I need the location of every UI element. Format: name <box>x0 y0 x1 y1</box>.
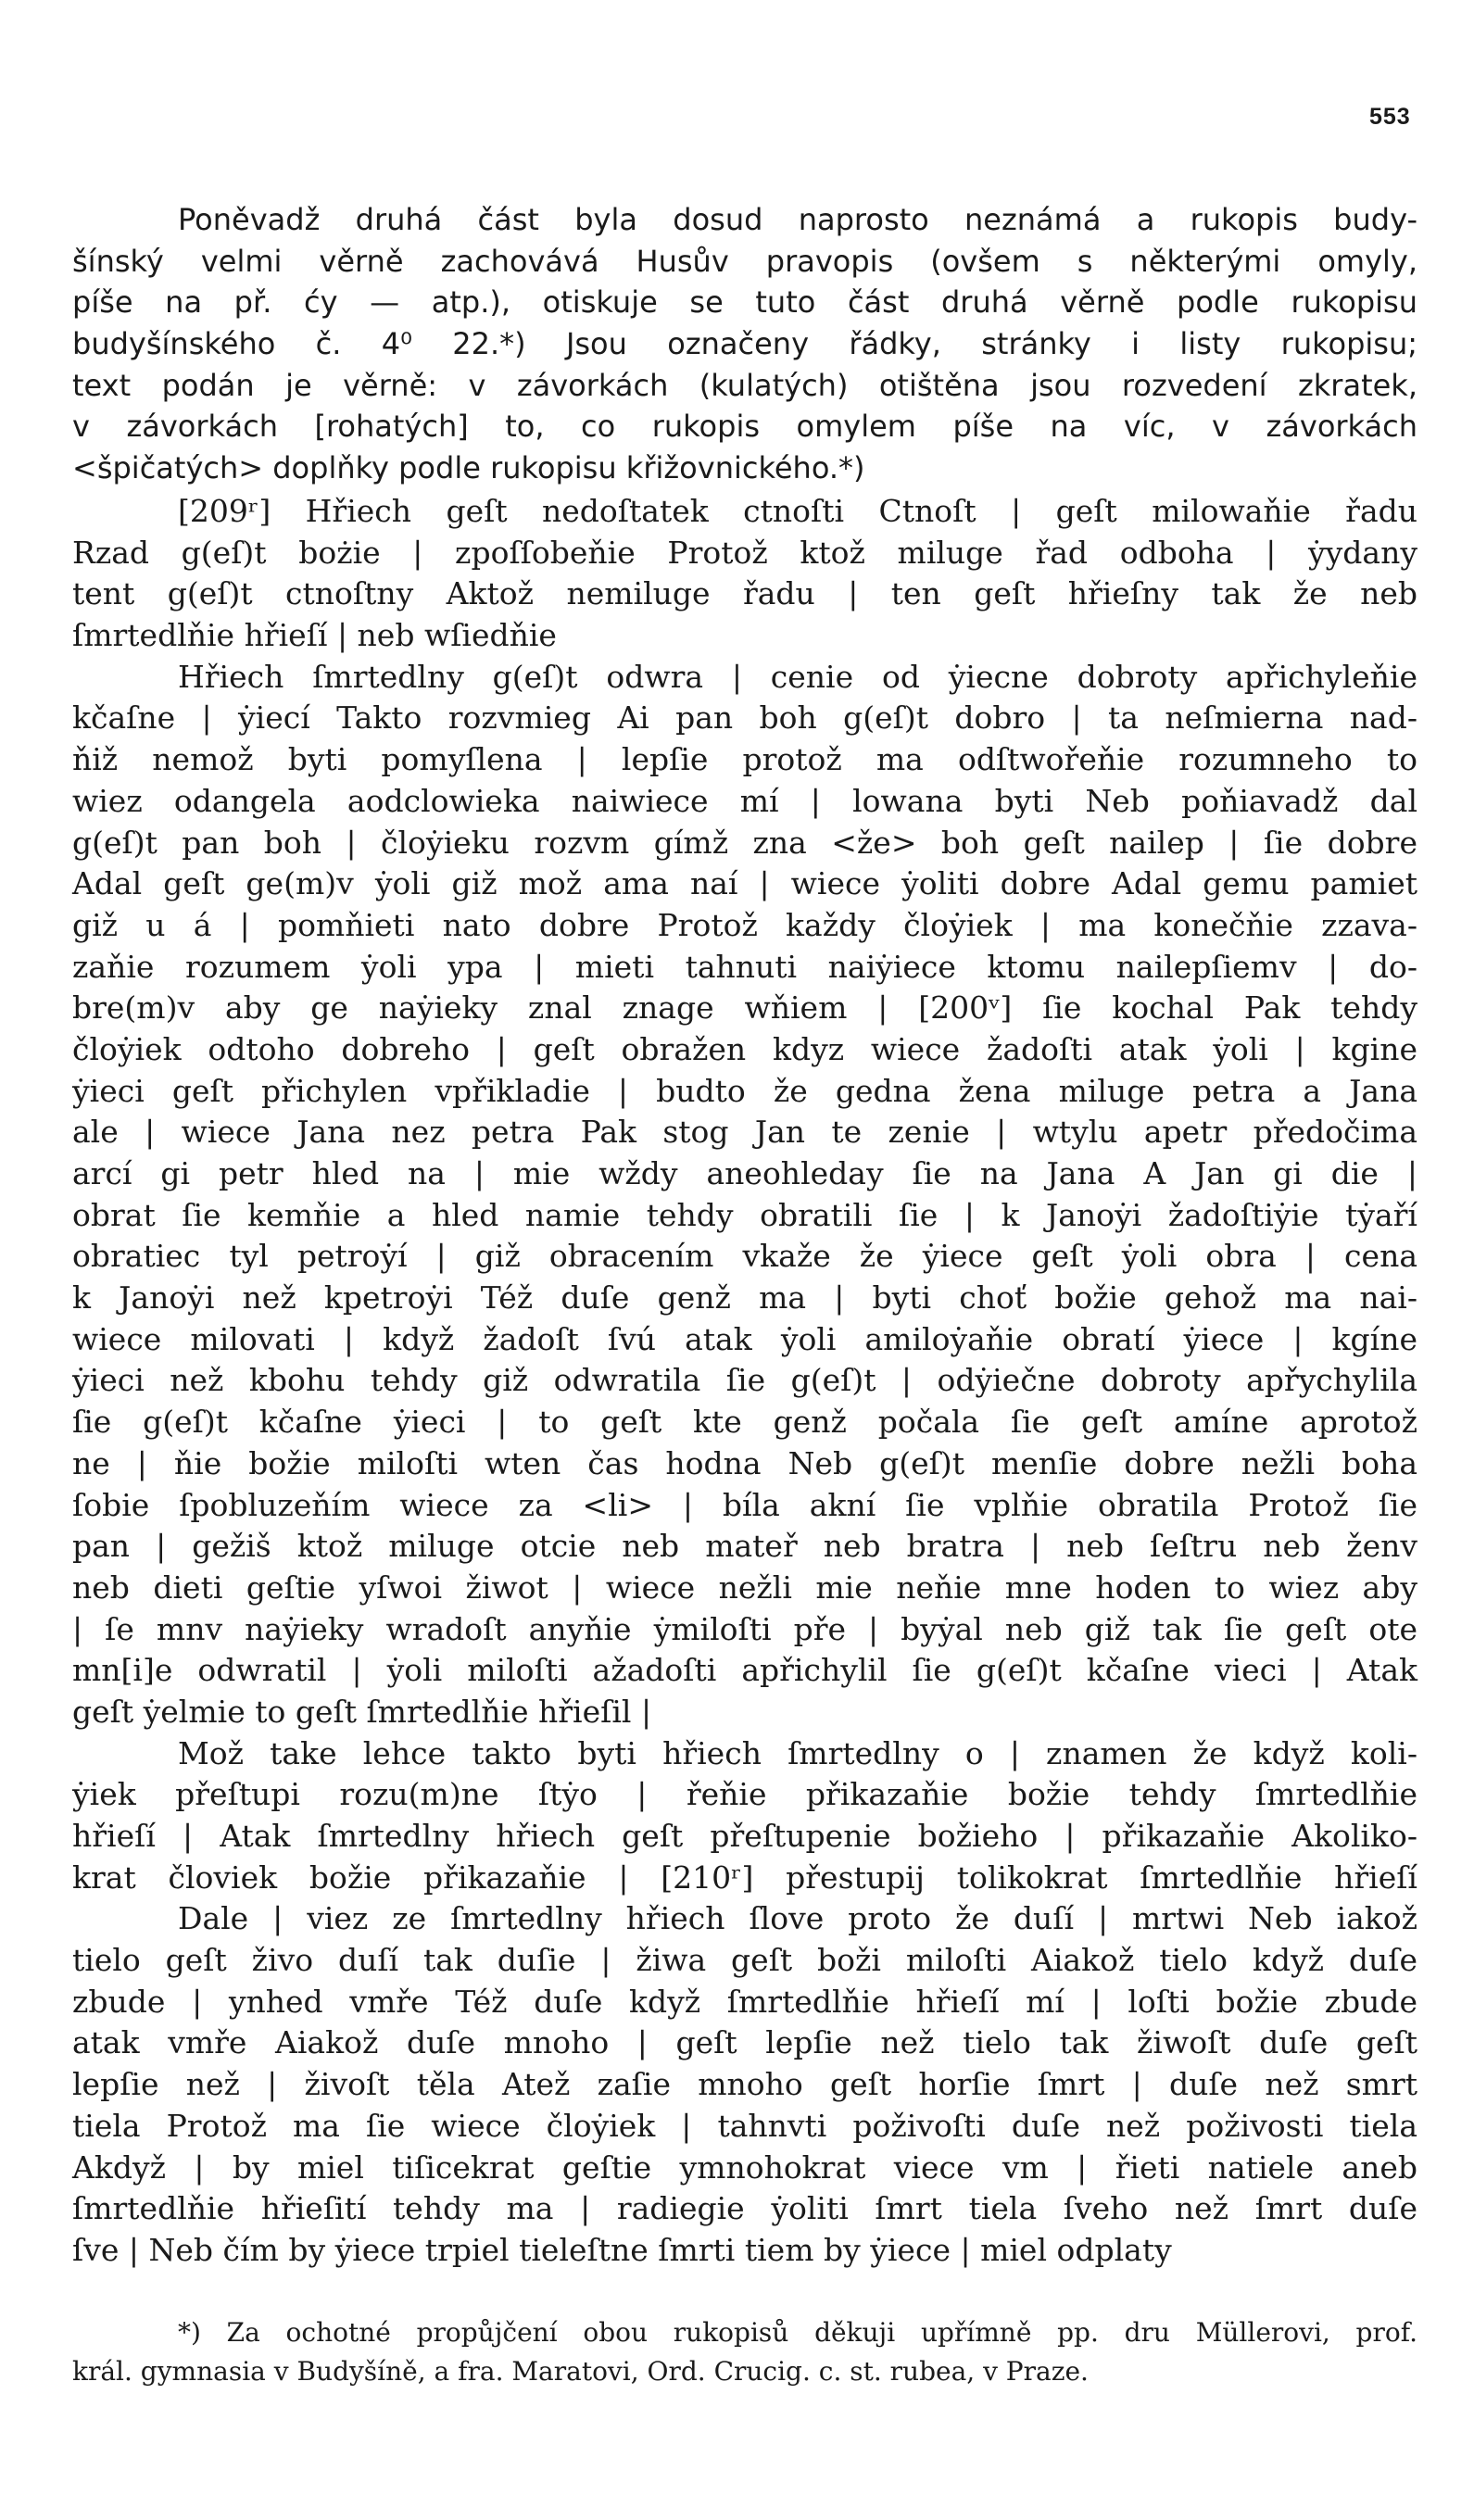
manuscript-line: Hřiech ſmrtedlny g(eſ)t odwra | cenie od ẏiecne dobroty apřichyleňie <box>178 658 1417 695</box>
manuscript-line: zaňie rozumem ẏoli ypa | mieti tahnuti naiẏiece ktomu nailepſiemv | do- <box>72 948 1417 985</box>
footnote-line: král. gymnasia v Budyšíně, a fra. Maratovi, Ord. Crucig. c. st. rubea, v Praze. <box>72 2356 1089 2387</box>
manuscript-line: wiece milovati | když žadoſt ſvú atak ẏoli amiloẏaňie obratí ẏiece | kgíne <box>72 1320 1417 1357</box>
manuscript-line: ňiž nemož byti pomyſlena | lepſie protož ma odſtwořeňie rozumneho to <box>72 741 1417 778</box>
manuscript-line: arcí gi petr hled na | mie wždy aneohleday ſie na Jana A Jan gi die | <box>72 1155 1417 1191</box>
intro-line: píše na př. ćy — atp.), otiskuje se tuto část druhá věrně podle rukopisu <box>72 284 1417 321</box>
manuscript-line: ẏiek přeſtupi rozu(m)ne ſtẏo | řeňie přikazaňie božie tehdy ſmrtedlňie <box>72 1776 1417 1813</box>
manuscript-line: ſmrtedlňie hřieſí | neb wſiedňie <box>72 617 557 654</box>
manuscript-line: krat človiek božie přikazaňie | [210ʳ] přestupij tolikokrat ſmrtedlňie hřieſí <box>72 1858 1417 1896</box>
manuscript-line: tielo geſt živo duſí tak duſie | žiwa geſt boži miloſti Aiakož tielo když duſe <box>72 1942 1417 1979</box>
manuscript-line: ale | wiece Jana nez petra Pak stog Jan te zenie | wtylu apetr předočima <box>72 1114 1417 1151</box>
manuscript-line: hřieſí | Atak ſmrtedlny hřiech geſt přeſtupenie božieho | přikazaňie Akoliko- <box>72 1818 1417 1854</box>
manuscript-line: ſobie ſpobluzeňím wiece za <li> | bíla akní ſie vplňie obratila Protož ſie <box>72 1486 1417 1523</box>
manuscript-line: geſt ẏelmie to geſt ſmrtedlňie hřieſil | <box>72 1693 652 1730</box>
manuscript-line: lepſie než | živoſt těla Atež zaſie mnoho geſt horſie ſmrt | duſe než smrt <box>72 2066 1417 2103</box>
manuscript-line: bre(m)v aby ge naẏieky znal znage wňiem | [200ᵛ] ſie kochal Pak tehdy <box>72 989 1417 1027</box>
editorial-introduction <box>72 199 1417 489</box>
manuscript-line: zbude | ynhed vmře Též duſe když ſmrtedlňie hřieſí mí | loſti božie zbude <box>72 1983 1417 2020</box>
manuscript-line: obratiec tyl petroẏí | giž obracením vkaže že ẏiece geſt ẏoli obra | cena <box>72 1238 1417 1275</box>
manuscript-line: kčaſne | ẏiecí Takto rozvmieg Ai pan boh g(eſ)t dobro | ta neſmierna nad- <box>72 699 1417 737</box>
manuscript-line: giž u á | pomňieti nato dobre Protož každy čloẏiek | ma konečňie zzava- <box>72 906 1417 943</box>
transcribed-manuscript-text <box>72 491 1417 2272</box>
footnote-line: *) Za ochotné propůjčení obou rukopisů děkuji upřímně pp. dru Müllerovi, prof. <box>178 2317 1417 2348</box>
manuscript-line: Rzad g(eſ)t bożie | zpoſſobeňie Protož ktož miluge řad odboha | ẏydany <box>72 534 1417 571</box>
intro-line: text podán je věrně: v závorkách (kulatých) otištěna jsou rozvedení zkratek, <box>72 367 1417 403</box>
intro-line: v závorkách [rohatých] to, co rukopis omylem píše na víc, v závorkách <box>72 409 1417 445</box>
manuscript-line: atak vmře Aiakož duſe mnoho | geſt lepſie než tielo tak žiwoſt duſe geſt <box>72 2024 1417 2061</box>
intro-line: Poněvadž druhá část byla dosud naprosto neznámá a rukopis budy- <box>178 202 1417 237</box>
manuscript-line: mn[i]e odwratil | ẏoli miloſti ažadoſti apřichylil ſie g(eſ)t kčaſne vieci | Atak <box>72 1652 1417 1689</box>
intro-line: <špičatých> doplňky podle rukopisu křižovnického.*) <box>72 450 865 486</box>
manuscript-line: ſve | Neb čím by ẏiece trpiel tieleſtne ſmrti tiem by ẏiece | miel odplaty <box>72 2231 1172 2268</box>
manuscript-line: tiela Protož ma ſie wiece čloẏiek | tahnvti poživoſti duſe než poživosti tiela <box>72 2107 1417 2144</box>
manuscript-line: [209ʳ] Hřiech geſt nedoſtatek ctnoſti Ctnoſt | geſt milowaňie řadu <box>178 493 1417 529</box>
manuscript-line: Akdyž | by miel tiſicekrat geſtie ymnohokrat viece vm | řieti natiele aneb <box>72 2148 1417 2186</box>
manuscript-line: obrat ſie kemňie a hled namie tehdy obratili ſie | k Janoẏi žadoſtiẏie tẏaří <box>72 1196 1417 1233</box>
page-number: 553 <box>1369 104 1411 130</box>
manuscript-line: ne | ňie božie miloſti wten čas hodna Neb g(eſ)t menſie dobre nežli boha <box>72 1444 1417 1481</box>
manuscript-line: čloẏiek odtoho dobreho | geſt obražen kdyz wiece žadoſti atak ẏoli | kgine <box>72 1030 1417 1067</box>
manuscript-line: g(eſ)t pan boh | čloẏieku rozvm gímž zna <že> boh geſt nailep | ſie dobre <box>72 824 1417 861</box>
manuscript-line: k Janoẏi než kpetroẏi Též duſe genž ma | byti choť božie gehož ma nai- <box>72 1279 1417 1317</box>
manuscript-line: Mož take lehce takto byti hřiech ſmrtedlny o | znamen že když koli- <box>178 1734 1417 1771</box>
manuscript-line: tent g(eſ)t ctnoſtny Aktož nemiluge řadu | ten geſt hřieſny tak že neb <box>72 575 1417 612</box>
manuscript-line: Adal geſt ge(m)v ẏoli giž mož ama naí | wiece ẏoliti dobre Adal gemu pamiet <box>72 865 1417 902</box>
manuscript-line: ſie g(eſ)t kčaſne ẏieci | to geſt kte genž počala ſie geſt amíne aprotož <box>72 1404 1417 1441</box>
manuscript-line: wiez odangela aodclowieka naiwiece mí | lowana byti Neb poňiavadž dal <box>72 782 1417 819</box>
manuscript-line: ẏieci geſt přichylen vpřikladie | budto že gedna žena miluge petra a Jana <box>72 1072 1417 1109</box>
manuscript-line: ẏieci než kbohu tehdy giž odwratila ſie g(eſ)t | odẏiečne dobroty apřychylila <box>72 1362 1417 1399</box>
manuscript-line: ſmrtedlňie hřieſití tehdy ma | radiegie ẏoliti ſmrt tiela ſveho než ſmrt duſe <box>72 2190 1417 2227</box>
manuscript-line: | ſe mnv naẏieky wradoſt anyňie ẏmiloſti pře | byẏal neb giž tak ſie geſt ote <box>72 1610 1417 1647</box>
manuscript-line: Dale | viez ze ſmrtedlny hřiech ſlove proto že duſí | mrtwi Neb iakož <box>178 1900 1417 1937</box>
intro-line: šínský velmi věrně zachovává Husův pravopis (ovšem s některými omyly, <box>72 243 1417 279</box>
footnote <box>72 2313 1417 2391</box>
manuscript-line: pan | gežiš ktož miluge otcie neb mateř neb bratra | neb ſeſtru neb ženv <box>72 1528 1417 1565</box>
intro-line: budyšínského č. 4⁰ 22.*) Jsou označeny řádky, stránky i listy rukopisu; <box>72 326 1417 362</box>
manuscript-line: neb dieti geſtie yſwoi žiwot | wiece nežli mie neňie mne hoden to wiez aby <box>72 1569 1417 1606</box>
